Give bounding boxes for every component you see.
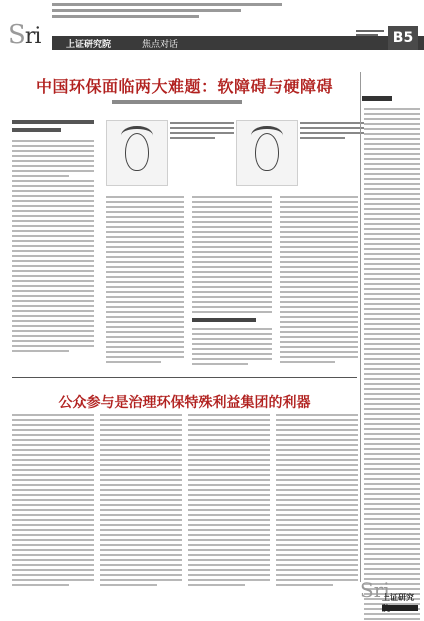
section-bar xyxy=(52,36,424,50)
article-divider xyxy=(12,377,357,378)
bottom-column-4 xyxy=(276,414,358,589)
page-tag-lines xyxy=(356,30,384,36)
body-column-1 xyxy=(106,196,184,366)
portrait-caption-1 xyxy=(170,122,234,142)
header-meta-lines xyxy=(52,3,282,21)
bottom-headline: 公众参与是治理环保特殊利益集团的利器 xyxy=(58,395,311,411)
bottom-column-2 xyxy=(100,414,182,589)
section-subtitle: 焦点对话 xyxy=(142,40,179,50)
sidebar-text xyxy=(364,108,420,621)
brand-bar xyxy=(382,605,418,611)
lead-column-text xyxy=(12,140,94,355)
portrait-caption-2 xyxy=(300,122,364,142)
lead-summary xyxy=(12,120,94,136)
body-column-2 xyxy=(192,196,272,368)
sidebar-tag xyxy=(362,96,392,101)
page-header xyxy=(0,0,424,52)
portrait-sketch-2 xyxy=(236,120,298,186)
portrait-sketch-1 xyxy=(106,120,168,186)
body-column-3 xyxy=(280,196,358,366)
section-name: 上证研究院 xyxy=(66,40,112,50)
main-headline: 中国环保面临两大难题：软障碍与硬障碍 xyxy=(35,77,333,96)
byline xyxy=(112,100,242,104)
bottom-column-3 xyxy=(188,414,270,589)
brand-mark: Sri xyxy=(360,578,390,602)
page-number: B5 xyxy=(388,26,418,50)
sidebar-divider xyxy=(360,72,361,582)
section-logo: Sri xyxy=(8,20,41,50)
brand-name: 上证研究 xyxy=(382,593,414,602)
brand-logo xyxy=(360,578,420,616)
bottom-column-1 xyxy=(12,414,94,589)
